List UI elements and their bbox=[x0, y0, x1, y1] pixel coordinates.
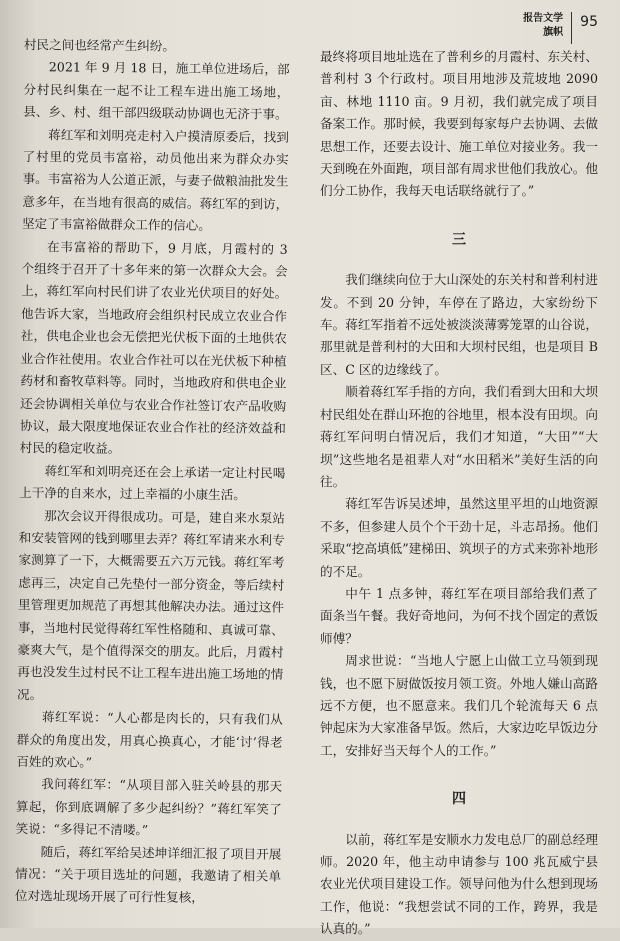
paragraph: 中午 1 点多钟，蒋红军在项目部给我们煮了面条当午餐。我好奇地问，为何不找个固定的煮饭师傅？ bbox=[320, 585, 598, 646]
header-subcolumn-name: 旗帜 bbox=[543, 27, 564, 38]
paragraph: 最终将项目地址选在了普利乡的月霞村、东关村、普利村 3 个行政村。项目用地涉及荒坡地 2090 亩、林地 1110 亩。9 月初，我们就完成了项目备案工作。那时候，我要到每家每户去协调、去做思想工作，还要去设计、施工单位对接业务。我一天到晚在外面跑，项目部有周求世他们我放心。他们分工协作，我每天电话联络就行了。” bbox=[320, 49, 598, 199]
section-heading-four: 四 bbox=[452, 791, 466, 808]
paragraph: 蒋红军告诉吴述坤，虽然这里平坦的山地资源不多，但参建人员个个干劲十足，斗志昂扬。他们采取“挖高填低”建梯田、筑坝子的方式来弥补地形的不足。 bbox=[320, 496, 598, 579]
paragraph: 周求世说：“当地人宁愿上山做工立马领到现钱，也不愿下厨做饭按月领工资。外地人嫌山高路远不方便，也不愿意来。我们几个轮流每天 6 点钟起床为大家准备早饭。然后，大家边吃早饭边分工，安排好当天每个人的工作。” bbox=[320, 653, 598, 758]
running-header bbox=[523, 12, 598, 48]
header-column-name: 报告文学 bbox=[523, 13, 564, 24]
paragraph: 那次会议开得很成功。可是，建自来水泵站和安装管网的钱到哪里去弄？蒋红军请来水利专家测算了一下，大概需要五六万元钱。蒋红军考虑再三，决定自己先垫付一部分资金，等后续村里管理更加规范了再想其他解决办法。通过这件事，当地村民觉得蒋红军性格随和、真诚可靠、豪爽大气，是个值得深交的朋友。此后，月霞村再也没发生过村民不让工程车进出施工场地的情况。 bbox=[17, 507, 286, 703]
paragraph: 我们继续向位于大山深处的东关村和普利村进发。不到 20 分钟，车停在了路边，大家纷纷下车。蒋红军指着不远处被淡淡薄雾笼罩的山谷说，那里就是普利村的大田和大坝村民组，也是项目 B 区、C 区的边缘线了。 bbox=[320, 272, 598, 377]
paragraph: 我问蒋红军：“从项目部入驻关岭县的那天算起，你到底调解了多少起纠纷？”蒋红军笑了笑说：“多得记不清喽。” bbox=[15, 776, 283, 838]
paragraph: 蒋红军和刘明亮还在会上承诺一定让村民喝上干净的自来水，过上幸福的小康生活。 bbox=[19, 462, 286, 503]
paragraph: 在韦富裕的帮助下，9 月底，月霞村的 3 个组终于召开了十多年来的第一次群众大会。会上，蒋红军向村民们讲了农业光伏项目的好处。他告诉大家，当地政府会组织村民成立农业合作社，供电企业也会无偿把光伏板下面的土地供农业合作社使用。农业合作社可以在光伏板下种植药材和畜牧草料等。同时，当地政府和供电企业还会协调相关单位与农业合作社签订农产品收购协议，最大限度地保证农业合作社的经济效益和村民的稳定收益。 bbox=[19, 238, 288, 457]
paragraph: 村民之间也经常产生纠纷。 bbox=[23, 36, 176, 54]
section-heading-three: 三 bbox=[452, 231, 466, 248]
paragraph: 蒋红军和刘明亮走村入户摸清原委后，找到了村里的党员韦富裕，动员他出来为群众办实事。韦富裕为人公道正派，与妻子做粮油批发生意多年，在当地有很高的威信。蒋红军的到访，坚定了韦富裕做群众工作的信心。 bbox=[21, 126, 290, 234]
header-column-title bbox=[523, 12, 563, 40]
paragraph: 顺着蒋红军手指的方向，我们看到大田和大坝村民组处在群山环抱的谷地里，根本没有田坝。向蒋红军问明白情况后，我们才知道，“大田”“大坝”这些地名是祖辈人对“水田稻米”美好生活的向往。 bbox=[320, 384, 598, 489]
paragraph: 2021 年 9 月 18 日，施工单位进场后，部分村民纠集在一起不让工程车进出施工场地，县、乡、村、组干部四级联动协调也无济于事。 bbox=[23, 59, 290, 122]
page-number: 95 bbox=[580, 14, 598, 30]
paragraph: 以前，蒋红军是安顺水力发电总厂的副总经理师。2020 年，他主动申请参与 100 兆瓦威宁县农业光伏项目建设工作。领导问他为什么想到现场工作，他说：“我想尝试不同的工作，跨界，我是认真的。” bbox=[320, 831, 598, 937]
paragraph: 随后，蒋红军给吴述坤详细汇报了项目开展情况：“关于项目选址的问题，我邀请了相关单位对选址现场开展了可行性复核， bbox=[14, 843, 282, 906]
right-text-column bbox=[320, 46, 598, 941]
paragraph: 蒋红军说：“人心都是肉长的，只有我们从群众的角度出发，用真心换真心，才能‘讨’得老百姓的欢心。” bbox=[16, 709, 283, 770]
left-text-column bbox=[15, 34, 290, 911]
header-divider bbox=[571, 12, 572, 44]
